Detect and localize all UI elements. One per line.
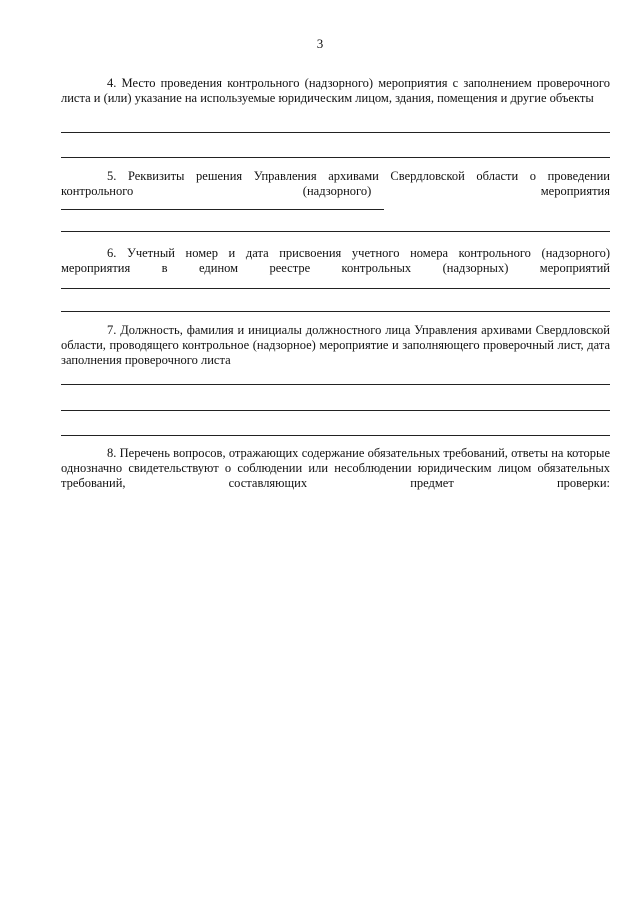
section-8-questions	[61, 446, 610, 491]
blank-line-4b	[61, 157, 610, 158]
section-4-place	[61, 76, 610, 106]
blank-line-5a	[61, 209, 384, 210]
blank-line-4a	[61, 132, 610, 133]
blank-line-5b	[61, 231, 610, 232]
blank-line-7c	[61, 435, 610, 436]
blank-line-6a	[61, 288, 610, 289]
blank-line-6b	[61, 311, 610, 312]
page-number: 3	[316, 36, 324, 51]
blank-line-7b	[61, 410, 610, 411]
section-6-registry	[61, 246, 610, 276]
section-4-text: 4. Место проведения контрольного (надзорного) мероприятия с заполнением проверочного листа и (или) указание на используемые юридическим лицом, здания, помещения и другие объекты	[61, 76, 610, 105]
section-7-inspector	[61, 323, 610, 368]
section-6-text: 6. Учетный номер и дата присвоения учетного номера контрольного (надзорного) мероприятия в едином реестре контрольных (надзорных) мероприятий	[61, 246, 610, 275]
section-5-decision	[61, 169, 610, 199]
section-8-text: 8. Перечень вопросов, отражающих содержание обязательных требований, ответы на которые однозначно свидетельствуют о соблюдении или несоблюдении юридическим лицом обязательных требований, составляющих предмет проверки:	[61, 446, 610, 490]
section-5-text: 5. Реквизиты решения Управления архивами Свердловской области о проведении контрольного (надзорного) мероприятия	[61, 169, 610, 198]
blank-line-7a	[61, 384, 610, 385]
section-7-text: 7. Должность, фамилия и инициалы должностного лица Управления архивами Свердловской области, проводящего контрольное (надзорное) мероприятие и заполняющего проверочный лист, дата заполнения проверочного листа	[61, 323, 610, 367]
